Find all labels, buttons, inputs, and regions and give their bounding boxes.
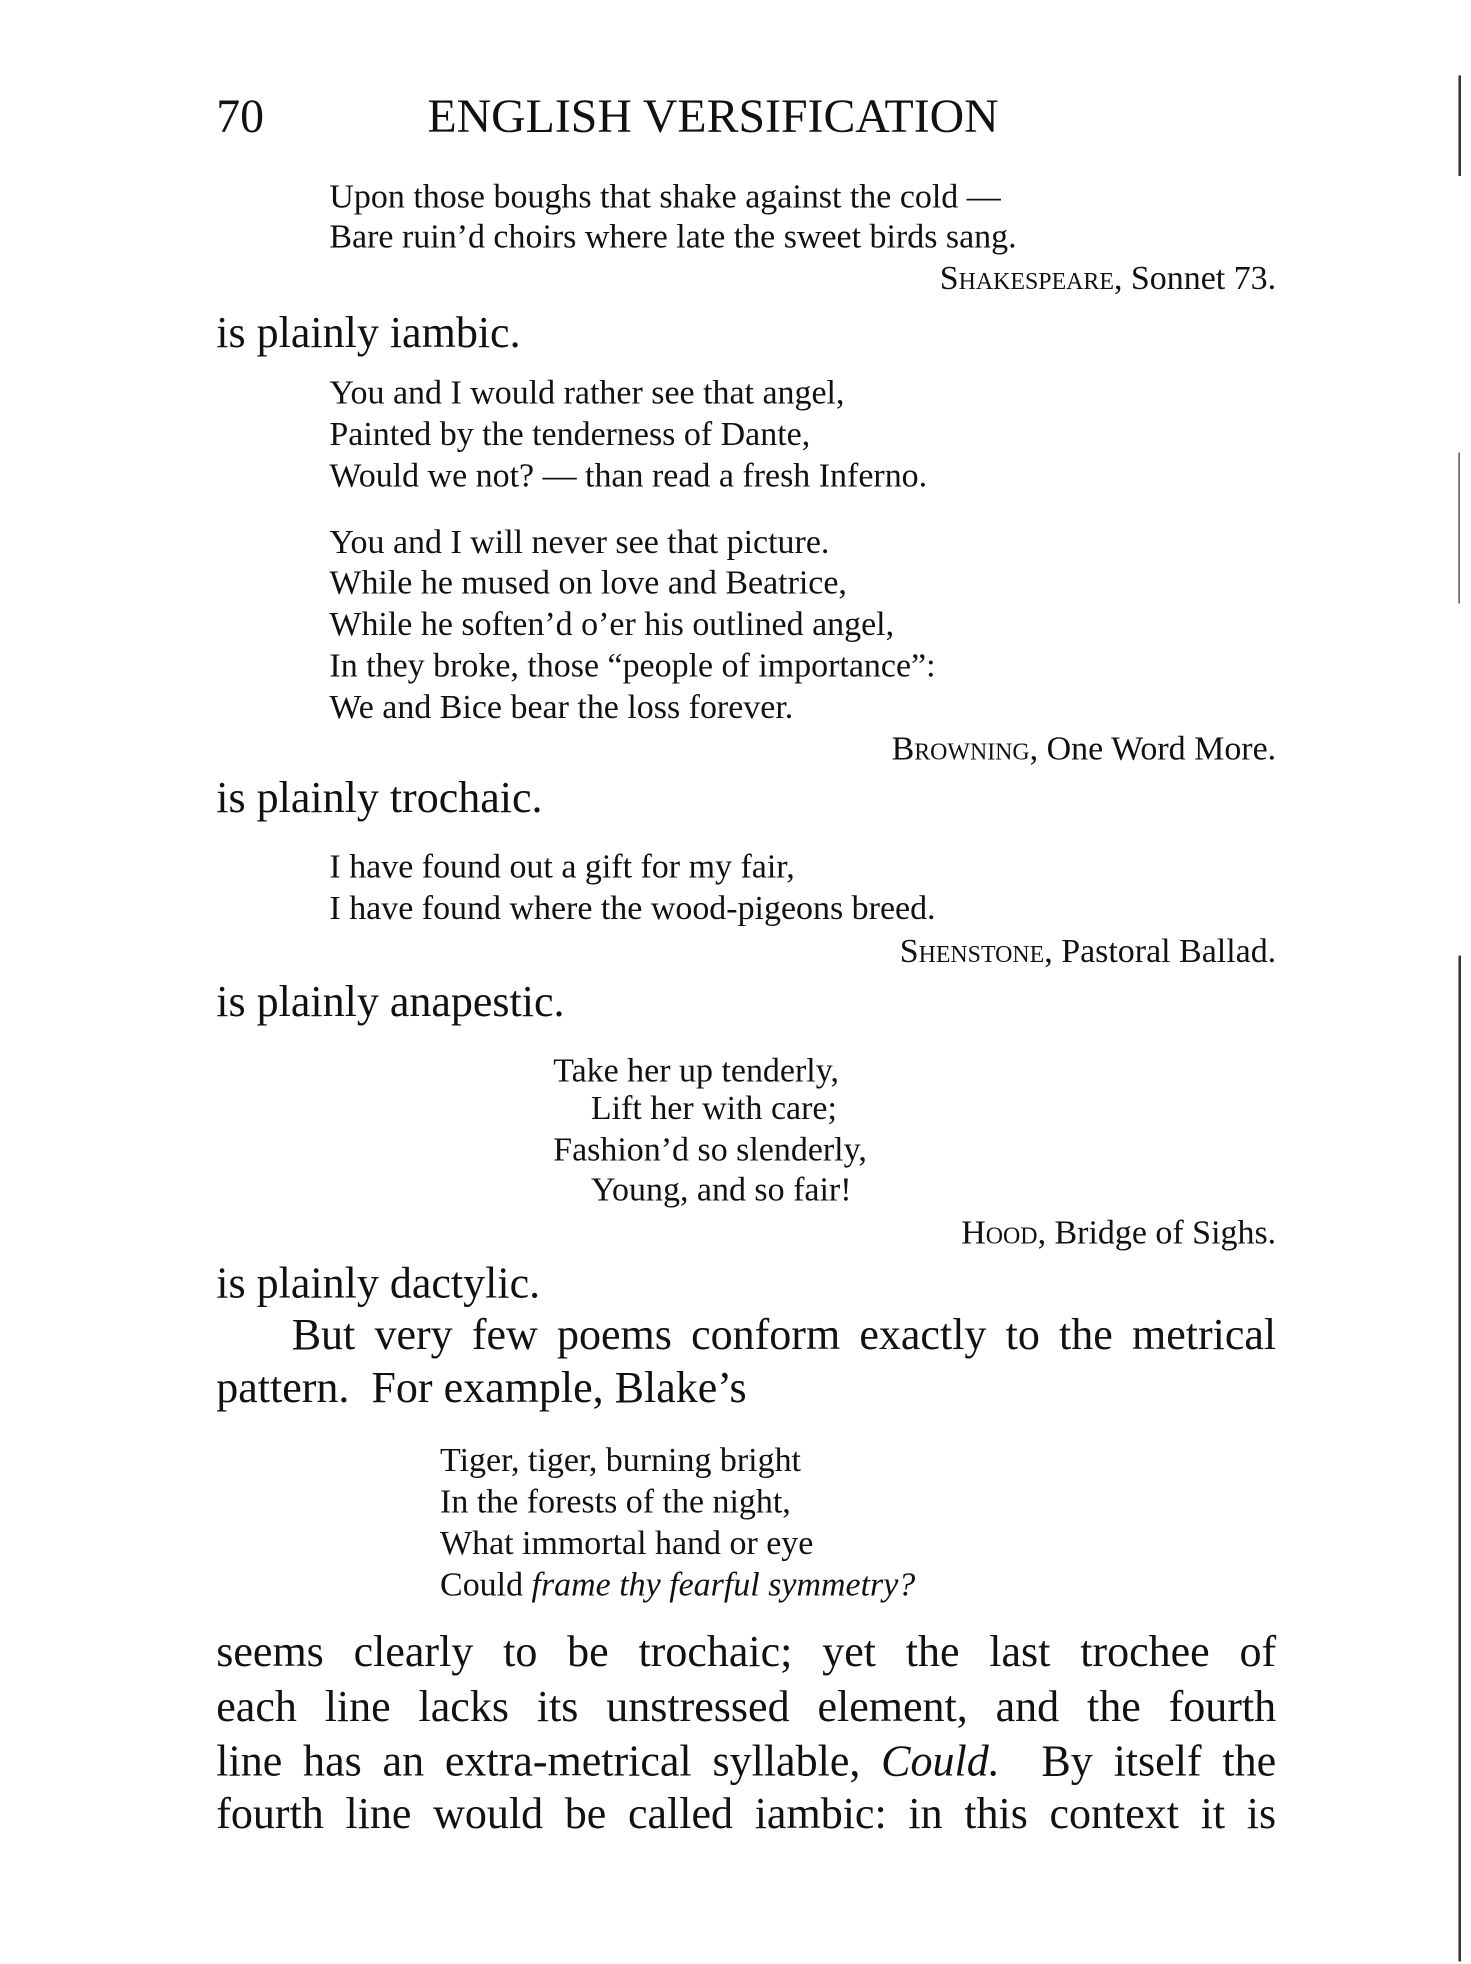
comment: is plainly dactylic. (216, 1258, 541, 1308)
verse-line: In they broke, those “people of importance”: (329, 646, 936, 684)
verse-line: Young, and so fair! (590, 1170, 852, 1209)
verse-line: We and Bice bear the loss forever. (329, 687, 794, 726)
paragraph-line: seems clearly to be trochaic; yet the last trochee of (216, 1626, 1277, 1676)
verse-line: You and I would rather see that angel, (329, 373, 845, 412)
paragraph-line: each line lacks its unstressed element, and the fourth (216, 1682, 1277, 1732)
comment: is plainly trochaic. (216, 773, 543, 823)
text: line has an extra-metrical syllable, (216, 1736, 882, 1786)
verse-line: I have found out a gift for my fair, (329, 847, 795, 886)
verse-line: In the forests of the night, (440, 1482, 791, 1521)
verse-line: You and I will never see that picture. (329, 523, 830, 561)
verse-line: Would we not? — than read a fresh Inferno. (329, 456, 928, 495)
verse-line: Tiger, tiger, burning bright (440, 1440, 801, 1479)
verse-line: Fashion’d so slenderly, (553, 1130, 867, 1169)
verse-italic: frame thy fearful symmetry? (531, 1565, 916, 1604)
verse-line: Bare ruin’d choirs where late the sweet birds sang. (329, 217, 1017, 256)
page-edge-shadow (1458, 453, 1459, 604)
paragraph-line: But very few poems conform exactly to the metrical (291, 1310, 1277, 1360)
comment: is plainly anapestic. (216, 976, 565, 1026)
verse-line (440, 1565, 916, 1604)
citation-work: , Sonnet 73. (1113, 259, 1277, 297)
verse-line: Take her up tenderly, (553, 1051, 839, 1089)
verse-line: I have found where the wood-pigeons breed. (329, 888, 936, 927)
citation-author: Browning (891, 729, 1030, 767)
verse-line: Upon those boughs that shake against the cold — (329, 177, 1001, 215)
page-number: 70 (216, 90, 265, 144)
verse-line: While he mused on love and Beatrice, (329, 563, 847, 601)
comment: is plainly iambic. (216, 308, 521, 358)
verse-line: While he soften’d o’er his outlined angel, (329, 604, 895, 643)
citation (939, 259, 1277, 297)
citation-work: , One Word More. (1029, 729, 1277, 767)
running-title: ENGLISH VERSIFICATION (427, 90, 999, 144)
page-edge-shadow (1458, 956, 1461, 1962)
verse-line: What immortal hand or eye (440, 1523, 814, 1562)
paragraph-line (216, 1736, 1277, 1786)
page-edge-shadow (1458, 75, 1461, 176)
citation (891, 729, 1277, 767)
text: By itself the (999, 1736, 1277, 1786)
verse-line: Lift her with care; (590, 1088, 837, 1127)
verse-line: Painted by the tenderness of Dante, (329, 414, 811, 453)
citation-author: Hood (961, 1213, 1038, 1252)
citation-author: Shenstone (899, 931, 1045, 970)
paragraph-line: pattern. For example, Blake’s (216, 1362, 747, 1412)
verse-text: Could (440, 1565, 532, 1604)
citation-work: , Bridge of Sighs. (1037, 1213, 1277, 1252)
italic-word: Could. (881, 1736, 1000, 1786)
citation (961, 1213, 1277, 1252)
citation-author: Shakespeare (939, 259, 1114, 297)
paragraph-line: fourth line would be called iambic: in this context it is (216, 1789, 1277, 1839)
citation (899, 931, 1277, 970)
citation-work: , Pastoral Ballad. (1044, 931, 1277, 970)
